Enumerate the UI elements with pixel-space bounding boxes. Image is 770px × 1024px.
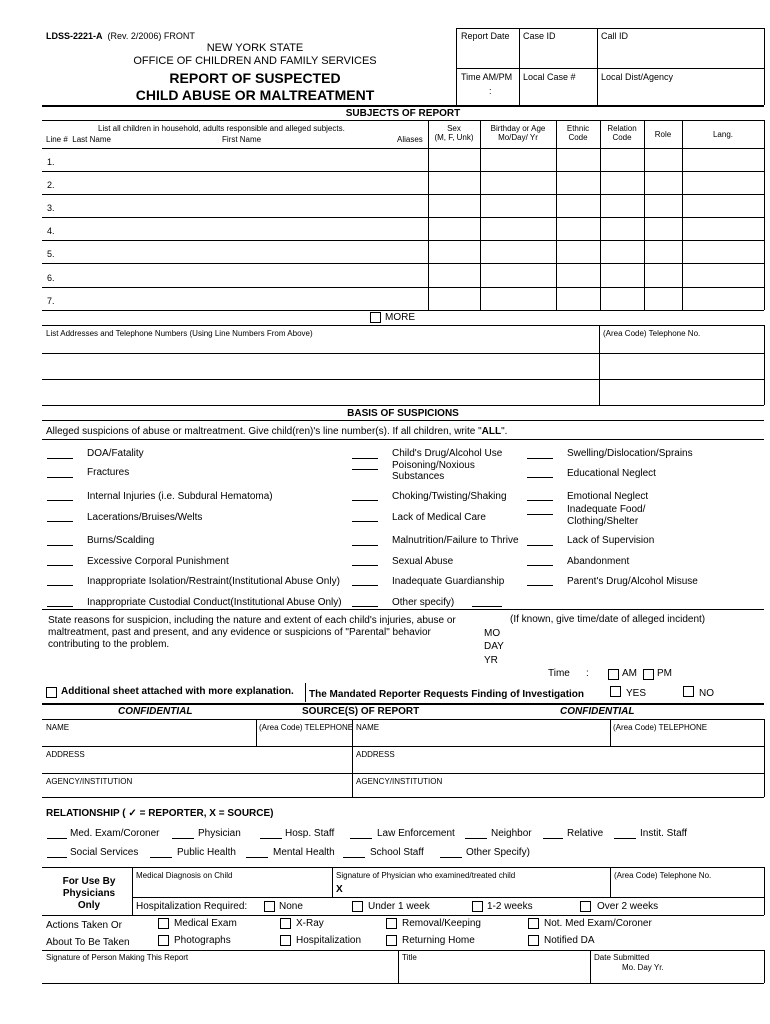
basis-internal-injuries: Internal Injuries (i.e. Subdural Hematoma) [87, 491, 273, 502]
basis-emotional-neglect: Emotional Neglect [567, 491, 649, 502]
basis-heading: BASIS OF SUSPICIONS [347, 408, 459, 419]
hosp-1-2-label: 1-2 weeks [487, 901, 533, 912]
rel-instit-staff: Instit. Staff [640, 828, 688, 839]
action-returning-home-checkbox[interactable] [386, 935, 397, 946]
agency-office: OFFICE OF CHILDREN AND FAMILY SERVICES [133, 55, 377, 67]
time-colon-2: : [586, 668, 589, 679]
date-submitted-field[interactable]: Date Submitted [594, 953, 650, 962]
action-removal-label: Removal/Keeping [402, 918, 481, 929]
time-colon: : [489, 86, 492, 96]
subject-line-6[interactable]: 6. [47, 273, 55, 283]
confidential-right: CONFIDENTIAL [560, 706, 635, 717]
subjects-instruction: List all children in household, adults responsible and alleged subjects. [98, 124, 345, 133]
mandated-reporter-label: The Mandated Reporter Requests Finding of Investigation [309, 689, 585, 700]
hosp-over2-label: Over 2 weeks [597, 901, 659, 912]
action-photographs-checkbox[interactable] [158, 935, 169, 946]
basis-lacerations: Lacerations/Bruises/Welts [87, 512, 203, 523]
basis-choking: Choking/Twisting/Shaking [392, 491, 507, 502]
time-label: Time [548, 668, 570, 679]
subject-line-4[interactable]: 4. [47, 226, 55, 236]
report-date-field[interactable]: Report Date [461, 31, 510, 41]
basis-sexual-abuse: Sexual Abuse [392, 556, 454, 567]
rel-hosp-staff: Hosp. Staff [285, 828, 335, 839]
basis-swelling: Swelling/Dislocation/Sprains [567, 448, 693, 459]
actions-label-2: About To Be Taken [46, 937, 130, 948]
subject-line-1[interactable]: 1. [47, 157, 55, 167]
action-medical-exam-checkbox[interactable] [158, 918, 169, 929]
rel-neighbor: Neighbor [491, 828, 532, 839]
subject-line-3[interactable]: 3. [47, 203, 55, 213]
source-name-2[interactable]: NAME [356, 723, 380, 732]
medical-diagnosis-field[interactable]: Medical Diagnosis on Child [136, 871, 233, 880]
col-ethnic: Ethnic Code [566, 124, 590, 142]
basis-corporal-punishment: Excessive Corporal Punishment [87, 556, 229, 567]
basis-abandonment: Abandonment [567, 556, 630, 567]
col-relation: Relation Code [607, 124, 637, 142]
signature-x-mark: X [336, 884, 343, 895]
rel-public-health: Public Health [177, 847, 236, 858]
form-title-2: CHILD ABUSE OR MALTREATMENT [135, 87, 375, 103]
col-first-name: First Name [222, 135, 262, 144]
subjects-heading: SUBJECTS OF REPORT [345, 108, 461, 119]
basis-burns: Burns/Scalding [87, 535, 155, 546]
no-checkbox[interactable] [683, 686, 694, 697]
sources-heading: SOURCE(S) OF REPORT [302, 706, 420, 717]
action-notified-da-checkbox[interactable] [528, 935, 539, 946]
addresses-label: List Addresses and Telephone Numbers (Using Line Numbers From Above) [46, 329, 313, 338]
action-medical-exam-label: Medical Exam [174, 918, 237, 929]
source-name-1[interactable]: NAME [46, 723, 70, 732]
rel-relative: Relative [567, 828, 604, 839]
subject-line-2[interactable]: 2. [47, 180, 55, 190]
basis-inadequate-food: Inadequate Food/ Clothing/Shelter [567, 504, 646, 527]
col-role: Role [654, 130, 672, 139]
rel-law-enforcement: Law Enforcement [377, 828, 455, 839]
action-hospitalization-label: Hospitalization [296, 935, 362, 946]
agency-state: NEW YORK STATE [206, 42, 304, 54]
action-returning-home-label: Returning Home [402, 935, 475, 946]
local-dist-field[interactable]: Local Dist/Agency [601, 72, 674, 82]
basis-instruction: Alleged suspicions of abuse or maltreatment. Give child(ren)'s line number(s). If all children, write "ALL". [46, 426, 508, 437]
subject-line-7[interactable]: 7. [47, 296, 55, 306]
form-number: LDSS-2221-A [46, 31, 103, 41]
basis-parent-drug: Parent's Drug/Alcohol Misuse [567, 576, 698, 587]
relationship-heading: RELATIONSHIP ( ✓ = REPORTER, X = SOURCE) [46, 808, 274, 819]
call-id-field[interactable]: Call ID [601, 31, 629, 41]
basis-other: Other specify) [392, 597, 455, 608]
confidential-left: CONFIDENTIAL [118, 706, 193, 717]
actions-label-1: Actions Taken Or [46, 920, 122, 931]
physician-signature-field[interactable]: Signature of Physician who examined/treated child [336, 871, 516, 880]
am-label: AM [622, 668, 637, 679]
col-lang: Lang. [712, 130, 734, 139]
hospitalization-label: Hospitalization Required: [136, 901, 248, 912]
form-id [46, 31, 195, 41]
basis-malnutrition: Malnutrition/Failure to Thrive [392, 535, 519, 546]
source-tel-2[interactable]: (Area Code) TELEPHONE [613, 723, 708, 732]
case-id-field[interactable]: Case ID [523, 31, 556, 41]
action-xray-checkbox[interactable] [280, 918, 291, 929]
additional-sheet-label: Additional sheet attached with more explanation. [61, 686, 294, 697]
rel-social-services: Social Services [70, 847, 139, 858]
action-not-med-exam-label: Not. Med Exam/Coroner [544, 918, 652, 929]
yes-checkbox[interactable] [610, 686, 621, 697]
subject-line-5[interactable]: 5. [47, 249, 55, 259]
rel-med-exam: Med. Exam/Coroner [70, 828, 160, 839]
form-revision: (Rev. 2/2006) FRONT [107, 31, 195, 41]
hosp-none-checkbox[interactable] [264, 901, 275, 912]
rel-physician: Physician [198, 828, 241, 839]
known-instruction: (If known, give time/date of alleged incident) [510, 614, 706, 625]
reasons-instruction: State reasons for suspicion, including the nature and extent of each child's injuries, abuse or maltreatment, past and present, and any evidence or suspicions of "Parental" behavior contributing to the problem. [48, 615, 456, 650]
pm-label: PM [657, 668, 672, 679]
hosp-under1-label: Under 1 week [368, 901, 430, 912]
hosp-none-label: None [279, 901, 303, 912]
hosp-under1-checkbox[interactable] [352, 901, 363, 912]
basis-custodial-conduct: Inappropriate Custodial Conduct(Institutional Abuse Only) [87, 597, 342, 608]
day-label[interactable]: DAY [484, 641, 504, 652]
action-hospitalization-checkbox[interactable] [280, 935, 291, 946]
col-line: Line # Last Name [46, 135, 111, 144]
col-sex: Sex (M, F, Unk) [434, 124, 474, 142]
hosp-1-2-checkbox[interactable] [472, 901, 483, 912]
basis-educational-neglect: Educational Neglect [567, 468, 656, 479]
time-field[interactable]: Time AM/PM [461, 72, 513, 82]
more-checkbox[interactable] [370, 312, 381, 323]
yr-label[interactable]: YR [484, 655, 498, 666]
date-format-hint: Mo. Day Yr. [622, 963, 664, 972]
local-case-field[interactable]: Local Case # [523, 72, 576, 82]
mo-label[interactable]: MO [484, 628, 501, 639]
hosp-over2-checkbox[interactable] [580, 901, 591, 912]
action-notified-da-label: Notified DA [544, 935, 595, 946]
more-label: MORE [385, 312, 415, 323]
reporter-title-field[interactable]: Title [402, 953, 417, 962]
action-removal-checkbox[interactable] [386, 918, 397, 929]
additional-sheet-checkbox[interactable] [46, 687, 57, 698]
basis-medical-care: Lack of Medical Care [392, 512, 486, 523]
basis-drug-use: Child's Drug/Alcohol Use [392, 448, 503, 459]
rel-school-staff: School Staff [370, 847, 424, 858]
action-not-med-exam-checkbox[interactable] [528, 918, 539, 929]
rel-other: Other Specify) [466, 847, 530, 858]
yes-label: YES [626, 688, 647, 699]
action-xray-label: X-Ray [296, 918, 324, 929]
source-agency-1[interactable]: AGENCY/INSTITUTION [46, 777, 133, 786]
pm-checkbox[interactable] [643, 669, 654, 680]
no-label: NO [699, 688, 714, 699]
action-photographs-label: Photographs [174, 935, 231, 946]
col-aliases: Aliases [397, 135, 423, 144]
basis-supervision: Lack of Supervision [567, 535, 655, 546]
source-address-1[interactable]: ADDRESS [46, 750, 85, 759]
addresses-phone-label: (Area Code) Telephone No. [603, 329, 701, 338]
basis-doa: DOA/Fatality [87, 448, 144, 459]
source-tel-1[interactable]: (Area Code) TELEPHONE [259, 723, 354, 732]
form-title-1: REPORT OF SUSPECTED [169, 70, 341, 86]
physician-phone-field[interactable]: (Area Code) Telephone No. [614, 871, 712, 880]
basis-fractures: Fractures [87, 467, 130, 478]
source-address-2[interactable]: ADDRESS [356, 750, 395, 759]
basis-guardianship: Inadequate Guardianship [392, 576, 505, 587]
physicians-only-label: For Use By Physicians Only [62, 876, 116, 911]
reporter-signature-field[interactable]: Signature of Person Making This Report [46, 953, 189, 962]
source-agency-2[interactable]: AGENCY/INSTITUTION [356, 777, 443, 786]
am-checkbox[interactable] [608, 669, 619, 680]
basis-isolation: Inappropriate Isolation/Restraint(Institutional Abuse Only) [87, 576, 340, 587]
col-birthday: Birthday or Age Mo/Day/ Yr [490, 124, 546, 142]
basis-poisoning: Poisoning/Noxious Substances [392, 460, 475, 482]
rel-mental-health: Mental Health [273, 847, 335, 858]
